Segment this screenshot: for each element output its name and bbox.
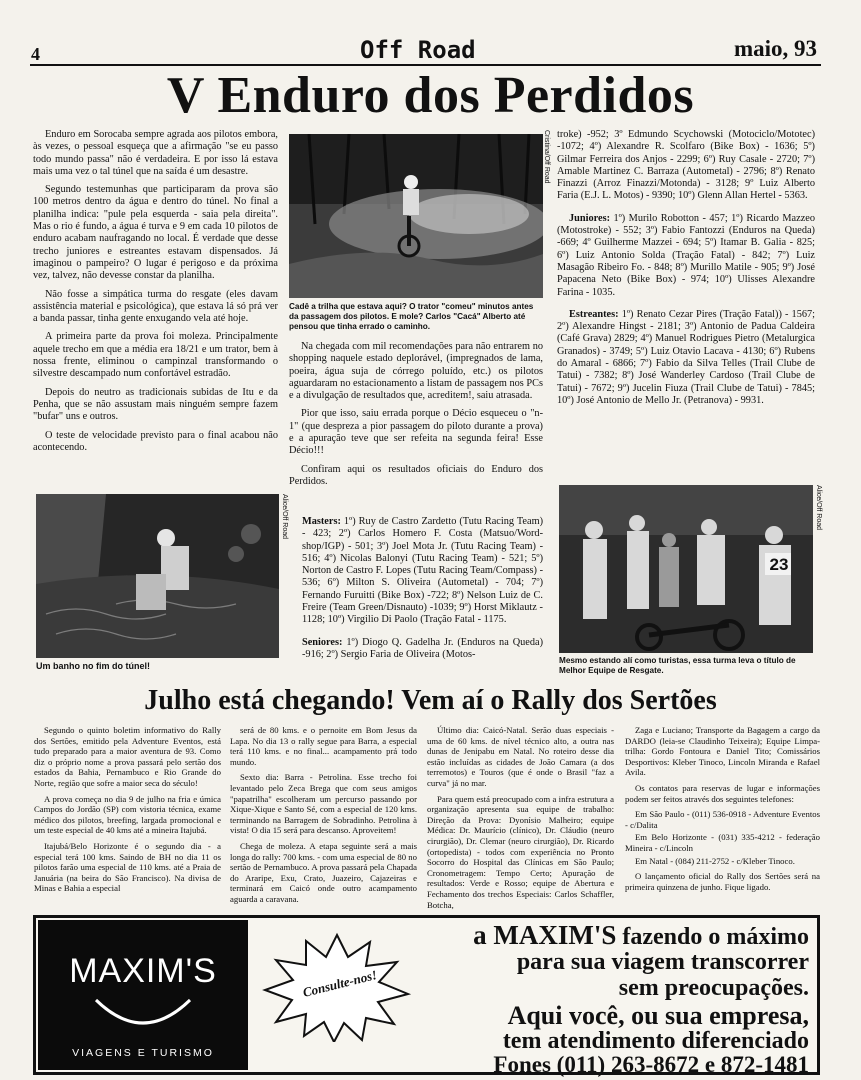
publication-name: Off Road <box>360 36 476 64</box>
results-right-column <box>557 129 815 413</box>
results-list: 1º) Ruy de Castro Zardetto (Tutu Racing Team) - 423; 2º) Carlos Homero F. Costa (Matsuo/Word-shop/IGP) - 501; 3º) Joel Mota Jr. (Tutu Racing Team) - 516; 4º) Nicolas Balonyi (Tutu Racing Team) - 521; 5º) Norton de Castro F. Lopes (Tutu Racing Team/Compass) - 536; 6º) Milton S. Oliveira (Autometal) - 704; 7º) Fernando Furuitti (Bike Box) -722; 8º) Nelson Luiz de C. Freire (Team Green/Disnauto) -1039; 9º) Horst Miklautz - 1128; 10º) Virgilio Di Paolo (Tração Fatal - 1175. <box>302 516 544 626</box>
paragraph: Último dia: Caicó-Natal. Serão duas especiais - uma de 60 kms. de nível técnico alto, a outra nas dunas de Jenipabu em Natal. No roteiro desse dia estão incluídas as cidades de João Camara (a dos terremotos) e Touros (que é onde o Brasil "faz a curva" já no mar. <box>427 725 614 788</box>
results-estreantes <box>557 309 815 407</box>
category-label: Seniores: <box>302 636 343 648</box>
photo-trail <box>289 134 543 298</box>
results-list: 1º) Murilo Robotton - 457; 1º) Ricardo Mazzeo (Motostroke) - 552; 3º) Fabio Fantozzi (Enduros na Queda) -669; 4º Guilherme Mazzei - 694; 5º) Itamar B. Galia - 825; 6º) Luiz Antonio Solda (Tração Fatal) - 842; 7º) Luiz Masagão Ribeiro Fo. - 848; 8º) Murillo Matile - 905; 9º) José Papacena Neto (Bike Box) - 974; 10º) Ulisses Alexandre Farina - 1035. <box>557 212 815 298</box>
paragraph: Na chegada com mil recomendações para não entrarem no shopping naquele estado deplorável, (impregnados de lama, poeira, água suja de córrego poluído, etc.) os pilotos aguardaram no estacionamento a listam de passagem nos PCs e a divulgação de resultados que, acreditem!, saiu atrasada. <box>289 341 543 402</box>
ad-brand: a MAXIM'S <box>473 920 617 950</box>
article-column-2 <box>289 341 543 494</box>
ad-text-line: sem preocupações. <box>618 975 809 1001</box>
photo-credit: Alice/Off Road <box>281 494 288 540</box>
rally-column-4 <box>625 725 820 897</box>
ad-text-line: Aqui você, ou sua empresa, <box>507 1001 809 1030</box>
ad-tagline: fazendo o máximo <box>622 924 809 950</box>
paragraph: Para quem está preocupado com a infra estrutura a organização apresenta sua equipe de trabalho: Direção da Prova: Dyonísio Malheiro; equipe Médica: Dr. Maurício (clínico), Dr. Cláudio (neuro cirurgião), Dr. Clemar (neuro cirurgião), Dr. Ricardo (ortopedista) - todos com experiência no Pronto Socorro do Hospital das Clínicas em São Paulo; Cronometragem: Tempo Certo; Apuração de resultados: Verde e Rosso; equipe de Abertura e Fechamento dos trechos Especiais: Carlos Schaffler, Botcha, <box>427 793 614 910</box>
category-label: Masters: <box>302 516 341 527</box>
rally-column-1 <box>34 725 221 899</box>
photo-tunnel <box>36 494 279 658</box>
paragraph: Segundo o quinto boletim informativo do Rally dos Sertões, emitido pela Adventure Eventos, está tudo preparado para a maior aventura de 93. Como diz o próprio nome a prova passará pelo sertão dos estados da Bahia, Pernambuco e Rio Grande do Norte, região que sofre a maior seca do século! <box>34 725 221 788</box>
paragraph: O teste de velocidade previsto para o final acabou não acontecendo. <box>33 429 278 453</box>
paragraph: Enduro em Sorocaba sempre agrada aos pilotos embora, às vezes, o pessoal esqueça que a afirmação "se eu passo todo mundo passa" não é verdadeira. E por isso lá estava mais uma vez o tal túnel que na saída é um desastre. <box>33 129 278 177</box>
paragraph: Depois do neutro as tradicionais subidas de Itu e da Penha, que se não assustam mais ninguém sempre fazem "bufar" uns e outros. <box>33 386 278 423</box>
results-masters-seniores <box>302 516 543 667</box>
page-number: 4 <box>31 44 40 64</box>
results-list: 1º) Diogo Q. Gadelha Jr. (Enduros na Queda) -916; 2º) Sergio Faria de Oliveira (Motos- <box>302 636 544 660</box>
ad-headline <box>473 920 809 951</box>
article-title: Julho está chegando! Vem aí o Rally dos Sertões <box>144 685 717 716</box>
ad-phone-line: Fones (011) 263-8672 e 872-1481 <box>493 1052 809 1077</box>
photo-credit: Cristina/Off Road <box>543 130 550 184</box>
issue-date: maio, 93 <box>733 36 817 61</box>
results-juniores <box>557 213 815 299</box>
ad-text-line: para sua viagem transcorrer <box>516 949 809 975</box>
photo-caption: Cadê a trilha que estava aqui? O trator "comeu" minutos antes da passagem dos pilotos. E mole? Carlos "Cacá" Alberto até pensou que tinha errado o caminho. <box>289 302 534 331</box>
article-title: V Enduro dos Perdidos <box>166 67 695 124</box>
photo-caption: Mesmo estando alí como turistas, essa turma leva o título de Melhor Equipe de Resgate. <box>559 656 796 675</box>
ad-logo-arc <box>88 994 198 1034</box>
ad-starburst-text: Consulte-nos! <box>301 967 379 1000</box>
rider-number-plate: 23 <box>769 555 789 574</box>
results-seniores <box>302 637 543 662</box>
ad-logo-text: MAXIM'S <box>69 952 217 990</box>
photo-rescue-team <box>559 485 813 653</box>
paragraph: Os contatos para reservas de lugar e informações podem ser feitos através dos seguintes telefones: <box>625 782 820 804</box>
paragraph: A primeira parte da prova foi moleza. Principalmente aquele trecho em que a média era 18/21 e um trator, bem à nossa frente, eliminou o campinzal transformando o silvestre descampado num confortável estradão. <box>33 331 278 380</box>
ad-logo-subtitle: VIAGENS E TURISMO <box>72 1047 214 1059</box>
rally-column-2 <box>230 725 417 910</box>
paragraph: Segundo testemunhas que participaram da prova são 100 metros dentro da água e dentro do túnel. No final a planilha indica: "pule pela esquerda - saia pela direita". Mas o rio é fundo, a água é turva e 9 em cada 10 pilotos de enduro acabam naufragando no local. É verdade que desse trecho juniores e estreantes estavam dispensados. Já imaginou o pampeiro? O lugar é perigoso e da próxima vez, talvez, não devesse constar da planilha. <box>33 184 278 282</box>
article-column-1 <box>33 129 278 460</box>
paragraph: Não fosse a simpática turma do resgate (eles davam assistência material e psicológica), que estava lá só prá ver a banda passar, tinha gente enxugando vela até hoje. <box>33 288 278 325</box>
paragraph: O lançamento oficial do Rally dos Sertões será na primeira quinzena de junho. Fique ligado. <box>625 871 820 892</box>
paragraph: Itajubá/Belo Horizonte é o segundo dia - a especial terá 100 kms. Saindo de BH no dia 11 os pilotos farão uma especial de 110 kms. até a Praia de Januária (na beira do São Francisco). Na divisa de Minas e Bahia a especial <box>34 840 221 894</box>
results-seniores-cont: troke) -952; 3º Edmundo Scychowski (Motociclo/Mototec) -1072; 4º) Alexandre R. Scolfaro (Bike Box) - 1636; 5º) Gilmar Ferreira dos Anjos - 2299; 6º) Ruy Casale - 2720; 7º) Amable Martinez C. Barraza (Autometal) - 2796; 8º) Renato Finazzi (Arroz Finazzi/Motonda) - 3128; 9º Luiz Alberto Faria (E.J. L. Motos) - 9390; 10º) Glenn Allan Hertel - 5363. <box>557 129 815 202</box>
category-label: Estreantes: <box>569 308 619 320</box>
paragraph: A prova começa no dia 9 de julho na fria e úmica Campos do Jordão (SP) com vistoria técnica, exame médico dos pilotos, breefing, largada promocional e um teste especial de 40 kms até a mineira Itajubá. <box>34 793 221 836</box>
photo-credit: Alice/Off Road <box>815 485 822 531</box>
paragraph: Chega de moleza. A etapa seguinte será a mais longa do rally: 700 kms. - com uma especial de 80 no sertão de Pernambuco. A prova passará pela Chapada do Araripe, Exu, Crato, Juazeiro, Cajazeiras e terminará em Caicó onde outro acampamento aguarda a caravana. <box>230 840 417 904</box>
paragraph: Confiram aqui os resultados oficiais do Enduro dos Perdidos. <box>289 463 543 487</box>
ad-text-line: tem atendimento diferenciado <box>502 1028 809 1054</box>
contact-line: Em Belo Horizonte - (031) 335-4212 - federação Mineira - c/Lincoln <box>625 832 820 853</box>
category-label: Juniores: <box>569 212 611 224</box>
paragraph: Pior que isso, saiu errada porque o Décio esqueceu o "n-1" (que despreza a pior passagem do piloto durante a prova) e a apuração teve que ser refeita na segunda feira! Esse Décio!!! <box>289 408 543 457</box>
contact-line: Em Natal - (084) 211-2752 - c/Kleber Tinoco. <box>635 855 795 866</box>
rally-column-3 <box>427 725 614 915</box>
ad-logo-block <box>38 920 248 1070</box>
paragraph: Zaga e Luciano; Transporte da Bagagem a cargo da DARDO (leia-se Claudinho Teixeira); Equipe Limpa-trilha: Gordo Fontoura e Daniel Tito; Comissários Desportivos: Kleber Tinoco, Lincoln Miranda e Rafael Avila. <box>625 725 820 778</box>
contact-line: Em São Paulo - (011) 536-0918 - Adventure Eventos - c/Dalita <box>625 809 820 830</box>
results-list: 1º) Renato Cezar Pires (Tração Fatal)) - 1567; 2º) Alexandre Hingst - 2181; 3º) Antonio de Padua Caldeira (Café Grava) 2829; 4º) Manuel Rodrigues Pietro (Metalurgica Granados) - 3749; 5º) Luiz Otavio Lacava - 4130; 6º) Rubens do Amaral - 6866; 7º) Fabio da Silva Telles (Trail Clube de Tatui) - 7382; 8º) José Wanderley Cardoso (Trail Clube de Tatui) - 7672; 9º) Jucelin Fiuza (Trail Clube de Tatui) - 7845; 10º) José Antonio de Mello Jr. (Petranova) - 9931. <box>557 308 815 406</box>
paragraph: será de 80 kms. e o pernoite em Bom Jesus da Lapa. No dia 13 o rally segue para Barra, a especial terá 110 kms. e no final... acampamento prá todo mundo. <box>230 725 417 767</box>
results-masters <box>302 516 543 627</box>
paragraph: Sexto dia: Barra - Petrolina. Esse trecho foi levantado pelo Zeca Brega que com seus amigos "papatrilha" escolheram um percurso passando por Xique-Xique e Santo Sé, com a especial de 120 kms. terminando na Barragem de Sobradinho. Petrolina à vista! O dia 15 será para descanso. Aproveitem! <box>230 772 417 836</box>
photo-caption: Um banho no fim do túnel! <box>36 661 150 671</box>
